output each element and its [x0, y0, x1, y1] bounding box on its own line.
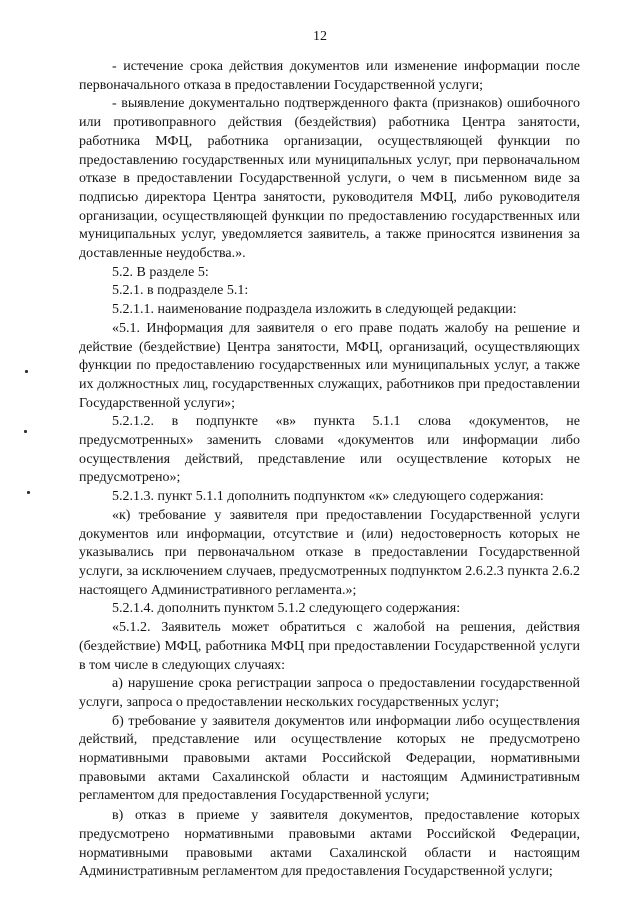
paragraph: б) требование у заявителя документов или информации либо осуществления действий, представление или осуществление которых не предусмотрено нормативными правовыми актами Российской Федерации, нормативными правовыми актами Сахалинской области и настоящим Административным регламентом для предоставления Государственной услуги;: [79, 713, 580, 804]
margin-mark: [25, 370, 28, 373]
paragraph: - выявление документально подтвержденного факта (признаков) ошибочного или противоправного действия (бездействия) работника Центра занятости, работника МФЦ, работника организации, осуществляющей функции по предоставлению государственных или муниципальных услуг, при первоначальном отказе в предоставлении Государственной услуги, о чем в письменном виде за подписью директора Центра занятости, руководителя МФЦ, либо руководителя организации, осуществляющей функции по предоставлению государственных или муниципальных услуг, уведомляется заявитель, а также приносятся извинения за доставленные неудобства.».: [79, 96, 580, 262]
paragraph: 5.2.1.3. пункт 5.1.1 дополнить подпунктом «к» следующего содержания:: [112, 489, 544, 505]
paragraph: 5.2. В разделе 5:: [112, 264, 209, 280]
paragraph: в) отказ в приеме у заявителя документов, предоставление которых предусмотрено нормативными правовыми актами Российской Федерации, нормативными правовыми актами Сахалинской области и настоящим Административным регламентом для предоставления Государственной услуги;: [79, 808, 580, 880]
paragraph: «5.1.2. Заявитель может обратиться с жалобой на решения, действия (бездействие) МФЦ, работника МФЦ при предоставлении Государственной услуги в том числе в следующих случаях:: [79, 620, 580, 673]
paragraph: «к) требование у заявителя при предоставлении Государственной услуги документов или информации, отсутствие и (или) недостоверность которых не указывались при первоначальном отказе в предоставлении Государственной услуги, за исключением случаев, предусмотренных подпунктом 2.6.2.3 пункта 2.6.2 настоящего Административного регламента.»;: [79, 507, 580, 598]
document-body: [79, 58, 580, 882]
paragraph: 5.2.1.1. наименование подраздела изложить в следующей редакции:: [112, 302, 517, 318]
paragraph: 5.2.1. в подразделе 5.1:: [112, 283, 249, 299]
paragraph: 5.2.1.2. в подпункте «в» пункта 5.1.1 слова «документов, не предусмотренных» заменить словами «документов или информации либо осуществления действий, представление или осуществление которых не предусмотрено»;: [79, 414, 580, 486]
page-number: 12: [313, 29, 327, 44]
paragraph: - истечение срока действия документов или изменение информации после первоначального отказа в предоставлении Государственной услуги;: [79, 59, 580, 93]
paragraph: «5.1. Информация для заявителя о его праве подать жалобу на решение и действие (бездействие) Центра занятости, МФЦ, организаций, осуществляющих функции по предоставлению государственных или муниципальных услуг, а также их должностных лиц, государственных служащих, работников при предоставлении Государственной услуги»;: [79, 320, 580, 411]
margin-mark: [27, 491, 30, 494]
margin-mark: [24, 430, 27, 433]
paragraph: 5.2.1.4. дополнить пунктом 5.1.2 следующего содержания:: [112, 601, 461, 617]
paragraph: а) нарушение срока регистрации запроса о предоставлении государственной услуги, запроса о предоставлении нескольких государственных услуг;: [79, 676, 580, 710]
